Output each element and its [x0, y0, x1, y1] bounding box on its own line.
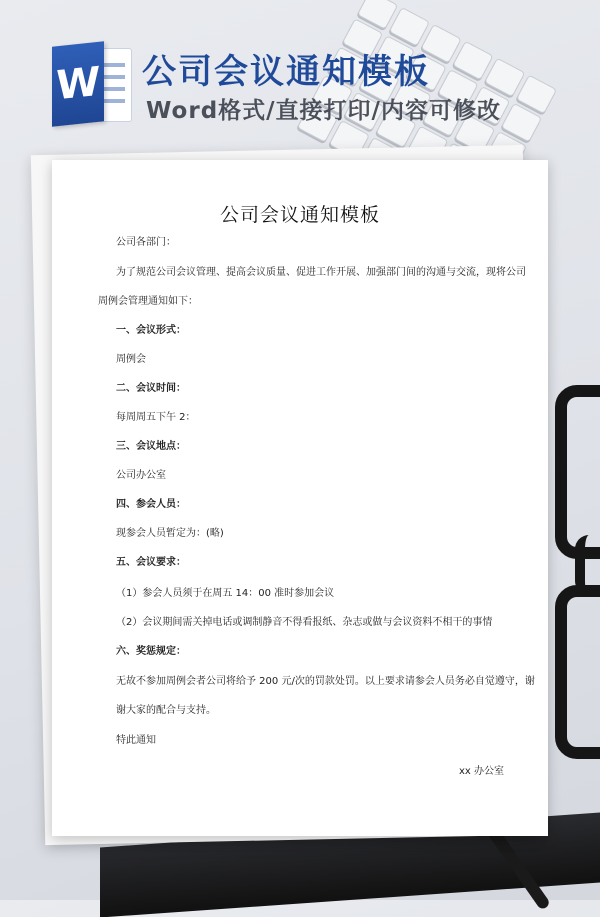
document-title: 公司会议通知模板: [219, 204, 380, 226]
section-heading: 二、会议时间：: [116, 383, 186, 394]
banner-subtitle: Word格式/直接打印/内容可修改: [146, 98, 501, 124]
requirement-item: （2）会议期间需关掉电话或调制静音不得看报纸、杂志或做与会议资料不相干的事情: [116, 617, 493, 628]
section-heading: 五、会议要求：: [116, 557, 186, 568]
document-page: [52, 160, 548, 836]
glasses-decoration: [545, 385, 600, 745]
section-body: 公司办公室: [116, 470, 166, 481]
banner-title: 公司会议通知模板: [142, 52, 430, 92]
penalty-line: 谢大家的配合与支持。: [116, 705, 216, 716]
section-body: 现参会人员暂定为：(略): [116, 528, 224, 539]
section-body: 周例会: [116, 354, 146, 365]
salutation: 公司各部门：: [116, 237, 176, 248]
penalty-line: 无故不参加周例会者公司将给予 200 元/次的罚款处罚。以上要求请参会人员务必自觉遵守，谢: [116, 676, 535, 687]
intro-line: 周例会管理通知如下：: [98, 296, 198, 307]
word-document-icon: [52, 44, 132, 126]
section-heading: 一、会议形式：: [116, 325, 186, 336]
header-banner: [0, 0, 600, 150]
intro-line: 为了规范公司会议管理、提高会议质量、促进工作开展、加强部门间的沟通与交流，现将公司: [116, 267, 526, 278]
section-body: 每周周五下午 2：: [116, 412, 196, 423]
signature: xx 办公室: [458, 766, 504, 777]
section-heading: 三、会议地点：: [116, 441, 186, 452]
section-heading: 四、参会人员：: [116, 499, 186, 510]
closing-text: 特此通知: [116, 735, 156, 746]
logo-letter: W: [52, 41, 104, 126]
section-heading: 六、奖惩规定：: [116, 646, 186, 657]
requirement-item: （1）参会人员须于在周五 14：00 准时参加会议: [116, 588, 335, 599]
